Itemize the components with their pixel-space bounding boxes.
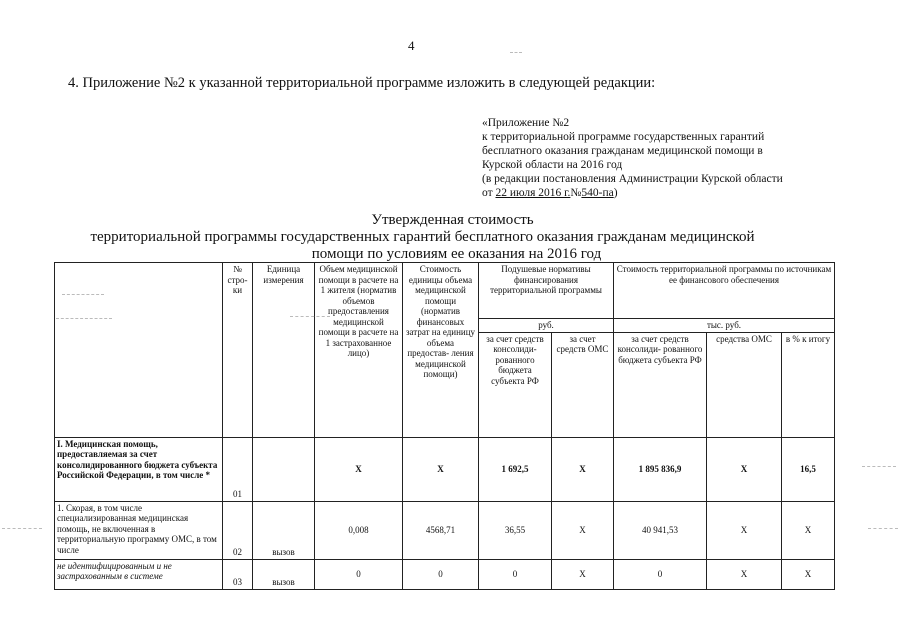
row-volume: 0 xyxy=(315,559,403,589)
header-unit: Единица измерения xyxy=(253,263,315,438)
header-rub: руб. xyxy=(479,319,614,333)
header-percent: в % к итогу xyxy=(782,332,835,437)
row-cost: X xyxy=(403,437,479,501)
scan-artifact xyxy=(510,52,522,53)
row-oms: X xyxy=(552,501,614,559)
table-row xyxy=(55,559,835,589)
title-line-1: Утвержденная стоимость xyxy=(371,212,534,228)
appendix-line-5: (в редакции постановления Администрации Курской области xyxy=(482,173,783,185)
table-row xyxy=(55,437,835,501)
document-title xyxy=(0,212,905,263)
row-no: 02 xyxy=(223,501,253,559)
scan-artifact xyxy=(62,294,104,295)
header-cost: Стоимость единицы объема медицинской помощи (норматив финансовых затрат на единицу объема предостав- ления медицинской помощи) xyxy=(403,263,479,438)
scan-artifact xyxy=(56,318,112,319)
row-name: 1. Скорая, в том числе специализированная медицинская помощь, не включенная в территориальную программу ОМС, в том числе xyxy=(55,501,223,559)
header-oms: за счет средств ОМС xyxy=(552,332,614,437)
table-row xyxy=(55,501,835,559)
cost-table xyxy=(54,262,835,590)
row-budget-total: 40 941,53 xyxy=(614,501,707,559)
row-no: 03 xyxy=(223,559,253,589)
row-budget: 1 692,5 xyxy=(479,437,552,501)
intro-text: 4. Приложение №2 к указанной территориальной программе изложить в следующей редакции: xyxy=(68,75,656,91)
scan-artifact xyxy=(862,466,896,467)
appendix-date: 22 июля 2016 г. xyxy=(495,187,571,199)
row-oms-total: X xyxy=(707,501,782,559)
appendix-number: 540-па xyxy=(581,187,614,199)
row-oms: X xyxy=(552,559,614,589)
row-cost: 0 xyxy=(403,559,479,589)
scan-artifact xyxy=(290,316,330,317)
appendix-line-6 xyxy=(482,186,812,200)
row-budget: 36,55 xyxy=(479,501,552,559)
header-total-cost: Стоимость территориальной программы по источникам ее финансового обеспечения xyxy=(614,263,835,319)
row-no: 01 xyxy=(223,437,253,501)
row-unit: вызов xyxy=(253,501,315,559)
header-name-cell xyxy=(55,263,223,438)
header-row-1 xyxy=(55,263,835,319)
scan-artifact xyxy=(2,528,42,529)
header-budget: за счет средств консолиди- рованного бюджета субъекта РФ xyxy=(479,332,552,437)
date-prefix: от xyxy=(482,187,493,199)
header-oms-total: средства ОМС xyxy=(707,332,782,437)
appendix-line-3: бесплатного оказания гражданам медицинской помощи в xyxy=(482,145,763,157)
row-unit xyxy=(253,437,315,501)
number-prefix: № xyxy=(570,187,582,199)
row-name: не идентифицированным и не застрахованным в системе xyxy=(55,559,223,589)
row-percent: 16,5 xyxy=(782,437,835,501)
row-name: I. Медицинская помощь, предоставляемая за счет консолидированного бюджета субъекта Российской Федерации, в том числе * xyxy=(55,437,223,501)
row-budget-total: 1 895 836,9 xyxy=(614,437,707,501)
row-volume: 0,008 xyxy=(315,501,403,559)
appendix-line-2: к территориальной программе государственных гарантий xyxy=(482,131,765,143)
header-volume: Объем медицинской помощи в расчете на 1 жителя (норматив объемов предоставления медицинской помощи в расчете на 1 застрахованное лицо) xyxy=(315,263,403,438)
title-line-3: помощи по условиям ее оказания на 2016 год xyxy=(311,246,602,262)
appendix-line-4: Курской области на 2016 год xyxy=(482,159,623,171)
header-row-no: № стро- ки xyxy=(223,263,253,438)
scan-artifact xyxy=(868,528,898,529)
header-budget-total: за счет средств консолиди- рованного бюджета субъекта РФ xyxy=(614,332,707,437)
row-oms-total: X xyxy=(707,437,782,501)
row-percent: X xyxy=(782,559,835,589)
row-budget: 0 xyxy=(479,559,552,589)
row-oms-total: X xyxy=(707,559,782,589)
title-line-2: территориальной программы государственных гарантий бесплатного оказания гражданам медицинской xyxy=(90,229,755,245)
row-volume: X xyxy=(315,437,403,501)
row-cost: 4568,71 xyxy=(403,501,479,559)
page-number: 4 xyxy=(408,38,415,53)
appendix-close: ) xyxy=(613,187,618,199)
header-thousand-rub: тыс. руб. xyxy=(614,319,835,333)
appendix-line-1: «Приложение №2 xyxy=(482,117,570,129)
appendix-header xyxy=(482,116,812,200)
row-oms: X xyxy=(552,437,614,501)
header-per-capita: Подушевые нормативы финансирования территориальной программы xyxy=(479,263,614,319)
row-percent: X xyxy=(782,501,835,559)
row-unit: вызов xyxy=(253,559,315,589)
row-budget-total: 0 xyxy=(614,559,707,589)
